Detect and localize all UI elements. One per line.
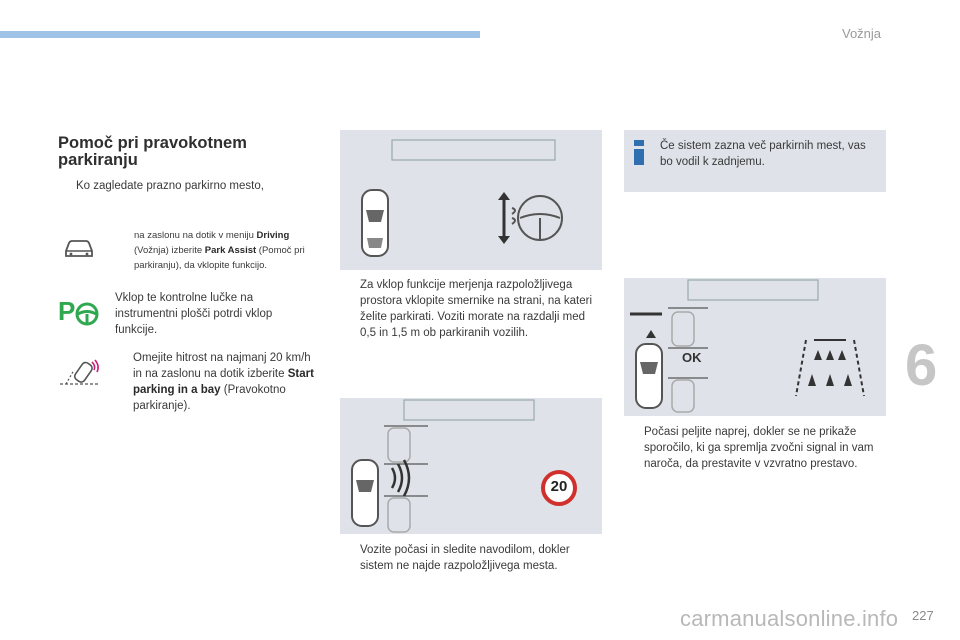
figure-ok-reverse bbox=[624, 278, 886, 416]
info-box bbox=[624, 130, 886, 192]
info-icon bbox=[634, 140, 644, 166]
step-mirrors-text: Za vklop funkcije merjenja razpoložljivega prostora vklopite smernike na strani, na kateri želite parkirati. Voziti morate na razdalji med 0,5 in 1,5 m ob parkiranih vozilih. bbox=[360, 279, 593, 339]
step-speed bbox=[115, 350, 315, 414]
driving-menu-label: Driving bbox=[256, 230, 290, 241]
chapter-number: 6 bbox=[905, 333, 938, 398]
step-forward-text: Počasi peljite naprej, dokler se ne prikaže sporočilo, ki ga spremlja zvočni signal in vam naroča, da prestavite v vzvratno prestavo. bbox=[644, 426, 874, 470]
figure-indicator bbox=[340, 130, 602, 270]
step-slow-text: Vozite počasi in sledite navodilom, dokler sistem ne najde razpoložljivega mesta. bbox=[360, 544, 570, 572]
start-parking-label: Start parking in a bay bbox=[133, 368, 314, 396]
parking-sensor-icon bbox=[58, 358, 102, 388]
step-speed-text-c: (Pravokotno parkiranje). bbox=[133, 384, 286, 412]
watermark: carmanualsonline.info bbox=[680, 606, 899, 631]
step-speed-text-a: Omejite hitrost na najmanj 20 km/h in na zaslonu na dotik izberite bbox=[133, 352, 311, 380]
figure-speed-limit bbox=[340, 398, 602, 534]
ok-label: OK bbox=[682, 350, 702, 365]
speed-limit-value: 20 bbox=[550, 478, 568, 495]
section-name: Vožnja bbox=[842, 26, 882, 41]
step-driving-text-a: na zaslonu na dotik v meniju bbox=[134, 230, 257, 241]
step-driving-text-c: (Vožnja) izberite bbox=[134, 245, 205, 256]
step-slow bbox=[342, 542, 604, 574]
step-forward bbox=[626, 424, 888, 472]
step-driving-menu bbox=[116, 228, 321, 273]
car-menu-icon bbox=[62, 236, 96, 260]
page-title: Pomoč pri pravokotnem parkiranju bbox=[58, 134, 247, 169]
info-text: Če sistem zazna več parkirnih mest, vas bo vodil k zadnjemu. bbox=[660, 140, 866, 168]
step-intro bbox=[58, 178, 328, 194]
step-lamp bbox=[115, 290, 295, 338]
step-mirrors bbox=[342, 277, 604, 341]
park-assist-label: Park Assist bbox=[204, 245, 257, 256]
header-accent-bar bbox=[0, 31, 480, 38]
park-assist-lamp-icon bbox=[58, 296, 100, 326]
step-lamp-text: Vklop te kontrolne lučke na instrumentni plošči potrdi vklop funkcije. bbox=[115, 292, 273, 336]
step-driving-text-e: (Pomoč pri parkiranju), da vklopite funkcijo. bbox=[134, 245, 305, 271]
page-number: 227 bbox=[912, 608, 934, 623]
step-intro-text: Ko zagledate prazno parkirno mesto, bbox=[76, 180, 264, 192]
svg-text:P: P bbox=[58, 296, 76, 326]
